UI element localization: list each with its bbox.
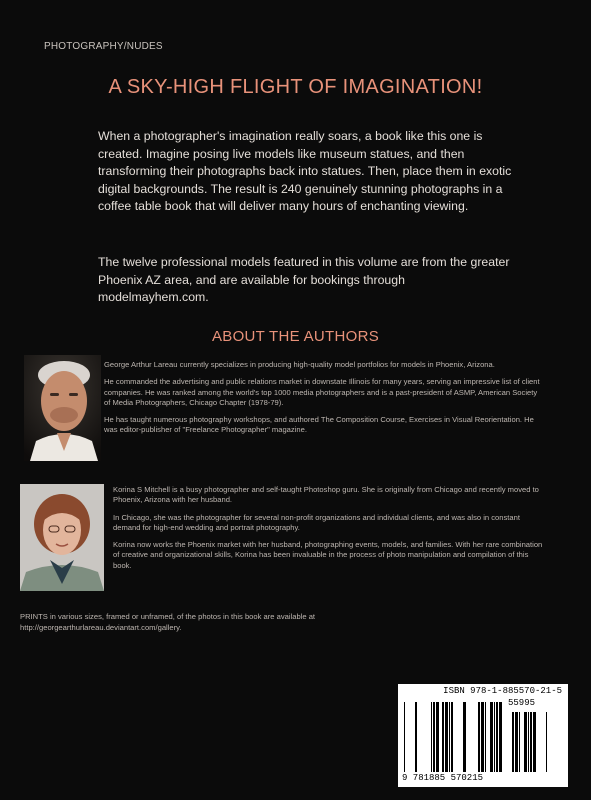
barcode-bars — [402, 698, 564, 774]
headline: A SKY-HIGH FLIGHT OF IMAGINATION! — [108, 76, 483, 98]
bio-paragraph: In Chicago, she was the photographer for several non-profit organizations and individual clients, and was also in constant demand for high-end wedding and portrait photography. — [113, 512, 520, 532]
isbn-text: ISBN 978-1-885570-21-5 — [443, 686, 562, 696]
barcode-digits: 9 781885 570215 — [402, 773, 484, 783]
bio-paragraph: Korina S Mitchell is a busy photographer and self-taught Photoshop guru. She is originally from Chicago and recently moved to Phoenix, Arizona with her husband. — [113, 485, 539, 505]
bio-paragraph: He has taught numerous photography workshops, and authored The Composition Course, Exercises in Visual Reorientation. He was editor-publisher of "Freelance Photographer" magazine. — [104, 415, 534, 435]
bio-paragraph: Korina now works the Phoenix market with her husband, photographing events, models, and families. With her rare combination of creative and organizational skills, Korina has been invaluable in the process of photo manipulation and compilation of this book. — [113, 540, 543, 570]
price-code: 55995 — [508, 698, 536, 708]
author-photo-korina — [20, 484, 104, 591]
blurb-paragraph: The twelve professional models featured in this volume are from the greater Phoenix AZ area, and are available for bookings through modelmayhem.com. — [98, 255, 510, 304]
author-bio-george — [104, 360, 544, 443]
category-label: PHOTOGRAPHY/NUDES — [44, 41, 163, 52]
bio-paragraph: He commanded the advertising and public relations market in downstate Illinois for many years, serving an impressive list of client companies. He was ranked among the world's top 1000 media photographers and is a past-president of ASMP, American Society of Media Photographers, Chicago Chapter (1978-79). — [104, 377, 540, 407]
about-heading: ABOUT THE AUTHORS — [211, 328, 380, 345]
prints-note: PRINTS in various sizes, framed or unframed, of the photos in this book are available at http://georgearthurlareau.deviantart.com/gallery. — [20, 612, 316, 632]
author-bio-korina — [113, 485, 545, 578]
author-photo-george — [24, 355, 101, 461]
blurb-paragraph: When a photographer's imagination really soars, a book like this one is created. Imagine posing live models like museum statues, and then transforming their photographs back into statues. Then, place them in exotic digital backgrounds. The result is 240 genuinely stunning photographs in a coffee table book that will deliver many hours of enchanting viewing. — [98, 129, 512, 213]
bio-paragraph: George Arthur Lareau currently specializes in producing high-quality model portfolios for models in Phoenix, Arizona. — [104, 360, 495, 369]
isbn-barcode — [398, 684, 568, 787]
